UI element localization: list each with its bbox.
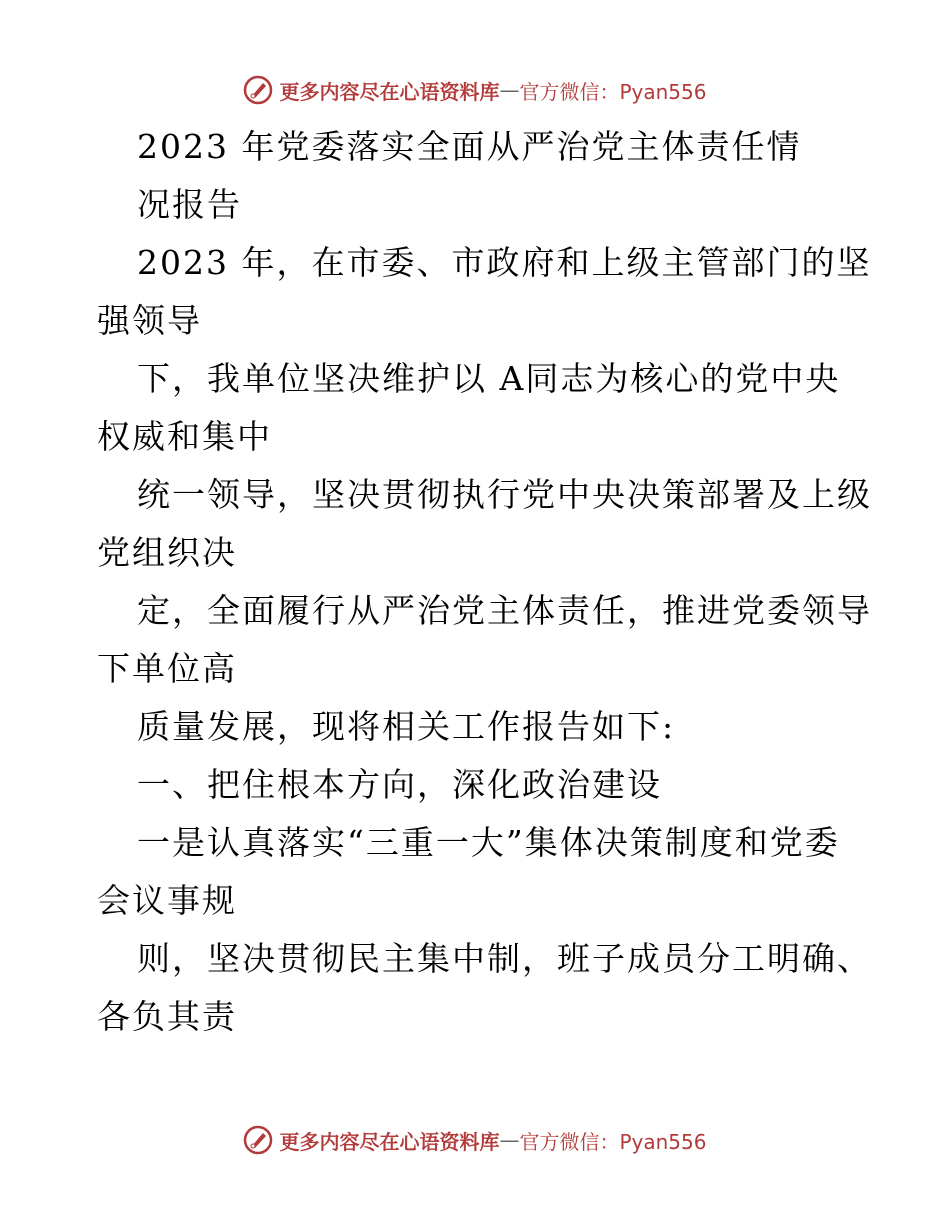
- doc-line: 况报告: [137, 185, 242, 224]
- doc-line: 权威和集中: [97, 417, 272, 456]
- watermark-wechat-text: 官方微信：Pyan556: [519, 1129, 707, 1154]
- doc-line: 定，全面履行从严治党主体责任，推进党委领导: [137, 591, 872, 630]
- doc-line: 会议事规: [97, 881, 237, 920]
- document-body: [97, 118, 872, 1046]
- doc-line: 则，坚决贯彻民主集中制，班子成员分工明确、: [137, 939, 872, 978]
- watermark-dash: —: [499, 78, 520, 102]
- doc-line: 质量发展，现将相关工作报告如下:: [137, 707, 676, 746]
- watermark-dash: —: [499, 1128, 520, 1152]
- section-heading: 一、把住根本方向，深化政治建设: [137, 765, 662, 804]
- doc-line: 统一领导，坚决贯彻执行党中央决策部署及上级: [137, 475, 872, 514]
- doc-line: 2023 年，在市委、市政府和上级主管部门的坚: [137, 243, 872, 282]
- doc-line: 一是认真落实“三重一大”集体决策制度和党委: [137, 823, 840, 862]
- doc-line: 强领导: [97, 301, 202, 340]
- logo-icon: [243, 75, 273, 105]
- doc-line: 下单位高: [97, 649, 237, 688]
- watermark-banner-top: [0, 70, 950, 110]
- doc-line: 各负其责: [97, 997, 237, 1036]
- watermark-site-text: 更多内容尽在心语资料库: [279, 1129, 500, 1154]
- watermark-wechat-text: 官方微信：Pyan556: [519, 79, 707, 104]
- doc-line: 2023 年党委落实全面从严治党主体责任情: [137, 127, 802, 166]
- logo-icon: [243, 1125, 273, 1155]
- watermark-site-text: 更多内容尽在心语资料库: [279, 79, 500, 104]
- doc-line: 下，我单位坚决维护以 A同志为核心的党中央: [137, 359, 841, 398]
- watermark-banner-bottom: [0, 1120, 950, 1160]
- doc-line: 党组织决: [97, 533, 237, 572]
